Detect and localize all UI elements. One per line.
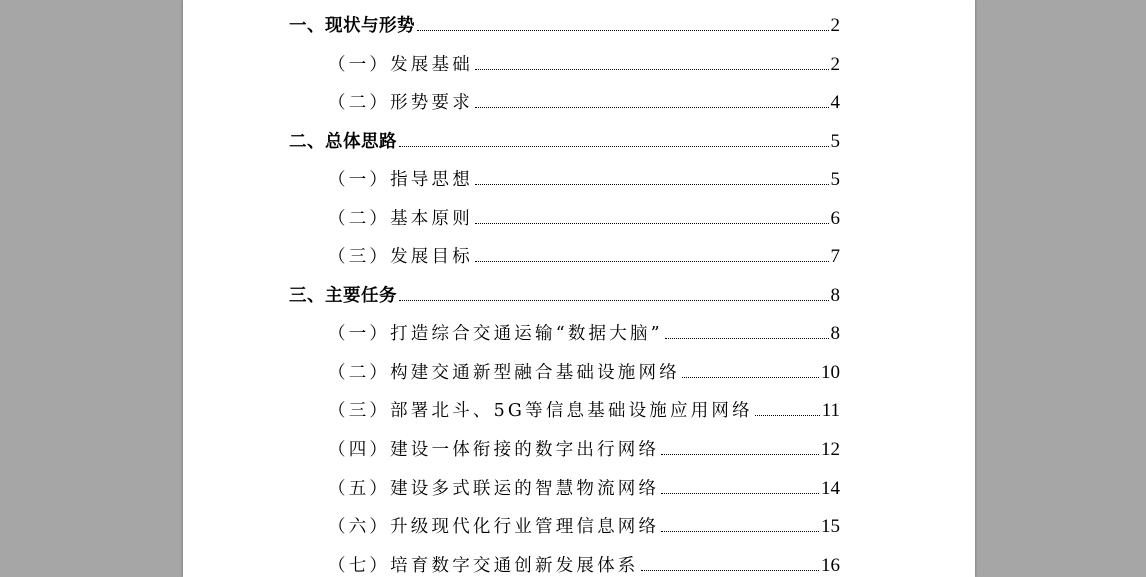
toc-entry-section-3-7[interactable]	[328, 551, 840, 577]
toc-entry-section-2-1[interactable]	[328, 165, 840, 191]
toc-entry-section-3-6[interactable]	[328, 512, 840, 538]
toc-entry-page-number: 11	[821, 400, 840, 421]
toc-entry-title: 三、主要任务	[289, 286, 397, 306]
toc-entry-title: （四）建设一体衔接的数字出行网络	[328, 440, 660, 460]
toc-leader-dots	[475, 107, 829, 108]
toc-leader-dots	[399, 300, 829, 301]
document-page	[183, 0, 975, 577]
toc-entry-section-2-3[interactable]	[328, 242, 840, 268]
toc-entry-page-number: 8	[830, 323, 840, 344]
toc-entry-title: 二、总体思路	[289, 132, 397, 152]
toc-entry-title: （六）升级现代化行业管理信息网络	[328, 517, 660, 537]
toc-entry-page-number: 2	[830, 15, 840, 36]
toc-entry-section-2-2[interactable]	[328, 204, 840, 230]
toc-entry-page-number: 10	[821, 362, 840, 383]
toc-entry-title: （一）打造综合交通运输“数据大脑”	[328, 324, 663, 344]
toc-entry-page-number: 16	[821, 555, 840, 576]
toc-entry-title: （一）指导思想	[328, 170, 473, 190]
toc-entry-section-3-1[interactable]	[328, 319, 840, 345]
toc-entry-page-number: 2	[830, 54, 840, 75]
toc-entry-title: （三）部署北斗、5G等信息基础设施应用网络	[328, 401, 753, 421]
toc-entry-title: （七）培育数字交通创新发展体系	[328, 556, 639, 576]
toc-entry-section-3-3[interactable]	[328, 396, 840, 422]
toc-leader-dots	[475, 184, 829, 185]
toc-leader-dots	[475, 261, 829, 262]
toc-entry-section-2[interactable]	[289, 127, 840, 153]
toc-entry-page-number: 5	[830, 131, 840, 152]
toc-leader-dots	[755, 415, 820, 416]
toc-entry-title: 一、现状与形势	[289, 16, 415, 36]
toc-leader-dots	[475, 69, 829, 70]
toc-leader-dots	[665, 338, 829, 339]
toc-entry-section-3-2[interactable]	[328, 358, 840, 384]
toc-entry-page-number: 5	[830, 169, 840, 190]
toc-entry-page-number: 14	[821, 478, 840, 499]
toc-entry-title: （一）发展基础	[328, 55, 473, 75]
toc-entry-section-3-5[interactable]	[328, 474, 840, 500]
toc-entry-title: （二）构建交通新型融合基础设施网络	[328, 363, 680, 383]
toc-leader-dots	[661, 493, 819, 494]
toc-leader-dots	[661, 531, 819, 532]
toc-leader-dots	[399, 146, 829, 147]
toc-leader-dots	[641, 570, 820, 571]
toc-entry-page-number: 4	[830, 92, 840, 113]
toc-entry-section-1[interactable]	[289, 11, 840, 37]
toc-entry-title: （三）发展目标	[328, 247, 473, 267]
toc-entry-title: （二）形势要求	[328, 93, 473, 113]
toc-leader-dots	[417, 30, 829, 31]
toc-leader-dots	[682, 377, 819, 378]
toc-entry-title: （二）基本原则	[328, 209, 473, 229]
toc-entry-section-1-1[interactable]	[328, 50, 840, 76]
toc-entry-section-3[interactable]	[289, 281, 840, 307]
toc-entry-title: （五）建设多式联运的智慧物流网络	[328, 479, 660, 499]
toc-entry-page-number: 12	[821, 439, 840, 460]
toc-entry-page-number: 6	[830, 208, 840, 229]
toc-entry-page-number: 7	[830, 246, 840, 267]
toc-entry-section-3-4[interactable]	[328, 435, 840, 461]
toc-entry-page-number: 8	[830, 285, 840, 306]
toc-leader-dots	[475, 223, 829, 224]
toc-entry-page-number: 15	[821, 516, 840, 537]
toc-entry-section-1-2[interactable]	[328, 88, 840, 114]
toc-leader-dots	[661, 454, 819, 455]
